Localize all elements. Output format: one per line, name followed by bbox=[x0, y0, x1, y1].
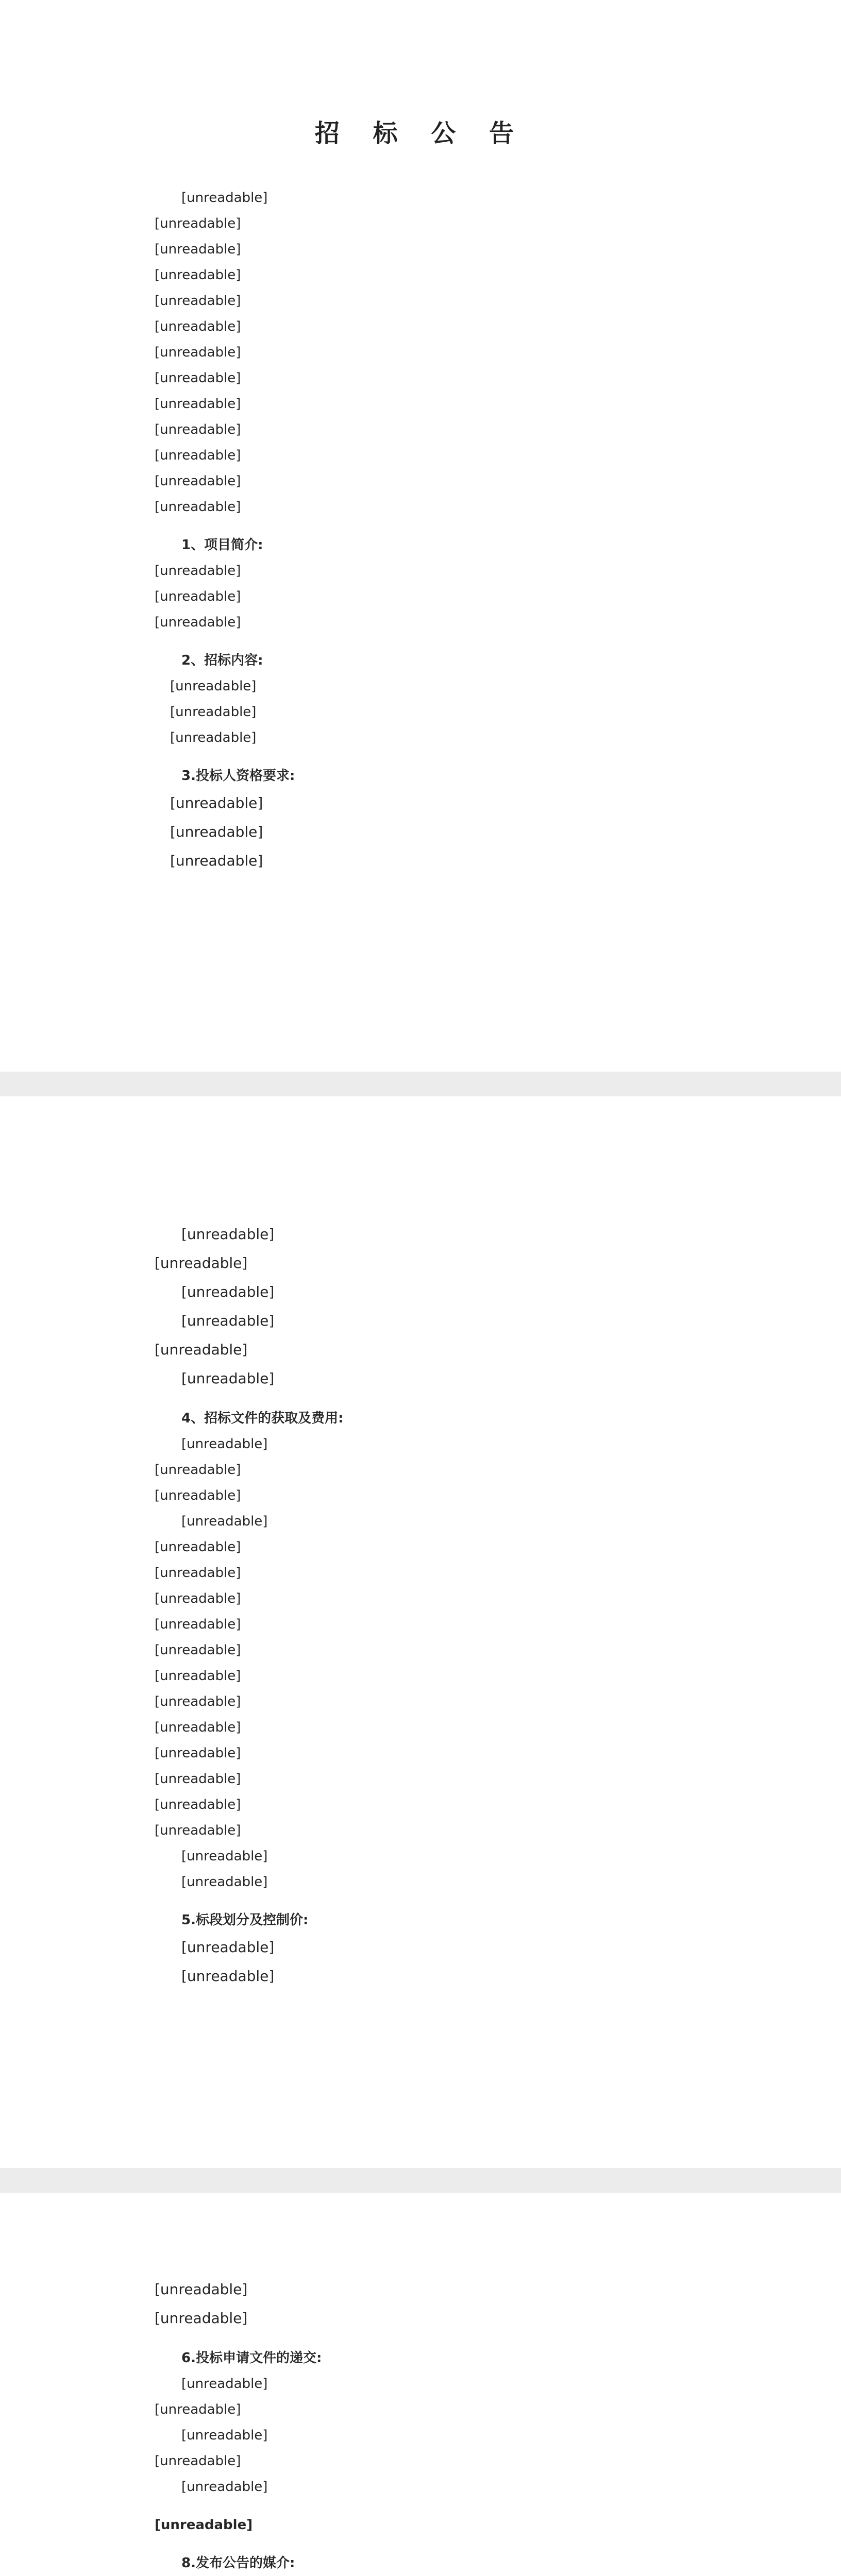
intro-line: [unreadable] bbox=[155, 473, 241, 489]
document-page-1 bbox=[0, 0, 841, 1072]
qualification-item: [unreadable] bbox=[155, 1341, 248, 1358]
intro-line: [unreadable] bbox=[155, 242, 241, 257]
fee-note: [unreadable] bbox=[181, 1849, 268, 1864]
doc-fee-line: [unreadable] bbox=[155, 1642, 241, 1658]
intro-line: [unreadable] bbox=[155, 396, 241, 412]
bank-name: [unreadable] bbox=[155, 1694, 241, 1709]
no-mail-note: [unreadable] bbox=[181, 1874, 268, 1890]
intro-paragraph bbox=[155, 185, 686, 520]
doc-acquisition-line: [unreadable] bbox=[155, 1462, 241, 1478]
control-price-continued: [unreadable] bbox=[155, 2281, 248, 2298]
qualification-item: [unreadable] bbox=[181, 1312, 275, 1329]
lot-division: [unreadable] bbox=[181, 1939, 275, 1956]
submission-deadline: [unreadable] bbox=[181, 2376, 268, 2392]
document-page-3 bbox=[0, 2193, 841, 2576]
doc-fee-line: [unreadable] bbox=[155, 1539, 241, 1555]
qualification-item: [unreadable] bbox=[170, 794, 263, 811]
project-location: [unreadable] bbox=[155, 615, 241, 630]
opening-time: [unreadable] bbox=[155, 2517, 253, 2533]
intro-line: [unreadable] bbox=[155, 216, 241, 231]
intro-line: [unreadable] bbox=[155, 448, 241, 463]
control-price-continued: [unreadable] bbox=[155, 2310, 248, 2327]
section-heading: 4、招标文件的获取及费用: bbox=[181, 1411, 344, 1426]
qualification-item: [unreadable] bbox=[181, 1226, 275, 1243]
control-price: [unreadable] bbox=[181, 1968, 275, 1985]
doc-fee-line: [unreadable] bbox=[155, 1591, 241, 1606]
bid-content: [unreadable] bbox=[170, 679, 257, 694]
delivery-time: [unreadable] bbox=[170, 704, 257, 720]
doc-fee-line: [unreadable] bbox=[155, 1617, 241, 1632]
section-heading: 1、项目简介: bbox=[181, 537, 263, 553]
contact-person: [unreadable] bbox=[155, 1745, 241, 1761]
submission-location: [unreadable] bbox=[181, 2428, 268, 2443]
submission-location: [unreadable] bbox=[155, 2453, 241, 2469]
doc-fee-line: [unreadable] bbox=[155, 1565, 241, 1581]
project-name: [unreadable] bbox=[155, 563, 241, 579]
late-submission-note: [unreadable] bbox=[181, 2479, 268, 2495]
fee-note: [unreadable] bbox=[155, 1797, 241, 1812]
account-holder: [unreadable] bbox=[155, 1668, 241, 1684]
intro-line: [unreadable] bbox=[181, 190, 268, 206]
design-unit: [unreadable] bbox=[155, 589, 241, 604]
section-heading: 6.投标申请文件的递交: bbox=[181, 2350, 322, 2366]
account-number: [unreadable] bbox=[155, 1720, 241, 1735]
doc-acquisition-line: [unreadable] bbox=[155, 1488, 241, 1503]
doc-acquisition-line: [unreadable] bbox=[181, 1436, 268, 1452]
fee-note: [unreadable] bbox=[155, 1823, 241, 1838]
section-heading: 3.投标人资格要求: bbox=[181, 768, 295, 784]
intro-line: [unreadable] bbox=[155, 319, 241, 334]
intro-line: [unreadable] bbox=[155, 345, 241, 360]
document-page-2 bbox=[0, 1096, 841, 2168]
qualification-item: [unreadable] bbox=[181, 1370, 275, 1387]
section-heading: 2、招标内容: bbox=[181, 653, 263, 668]
intro-line: [unreadable] bbox=[155, 267, 241, 283]
intro-line: [unreadable] bbox=[155, 422, 241, 437]
qualification-item: [unreadable] bbox=[170, 823, 263, 840]
document-title: 招 标 公 告 bbox=[314, 119, 527, 148]
qualification-item: [unreadable] bbox=[170, 852, 263, 869]
intro-line: [unreadable] bbox=[155, 499, 241, 515]
intro-line: [unreadable] bbox=[155, 370, 241, 386]
submission-deadline: [unreadable] bbox=[155, 2402, 241, 2417]
doc-fee-line: [unreadable] bbox=[181, 1514, 268, 1529]
section-heading: 8.发布公告的媒介: bbox=[181, 2555, 295, 2571]
qualification-item: [unreadable] bbox=[181, 1283, 275, 1300]
delivery-location: [unreadable] bbox=[170, 730, 257, 745]
section-heading: 5.标段划分及控制价: bbox=[181, 1912, 309, 1928]
qualification-item: [unreadable] bbox=[155, 1255, 248, 1272]
intro-line: [unreadable] bbox=[155, 293, 241, 309]
contact-phone: [unreadable] bbox=[155, 1771, 241, 1787]
